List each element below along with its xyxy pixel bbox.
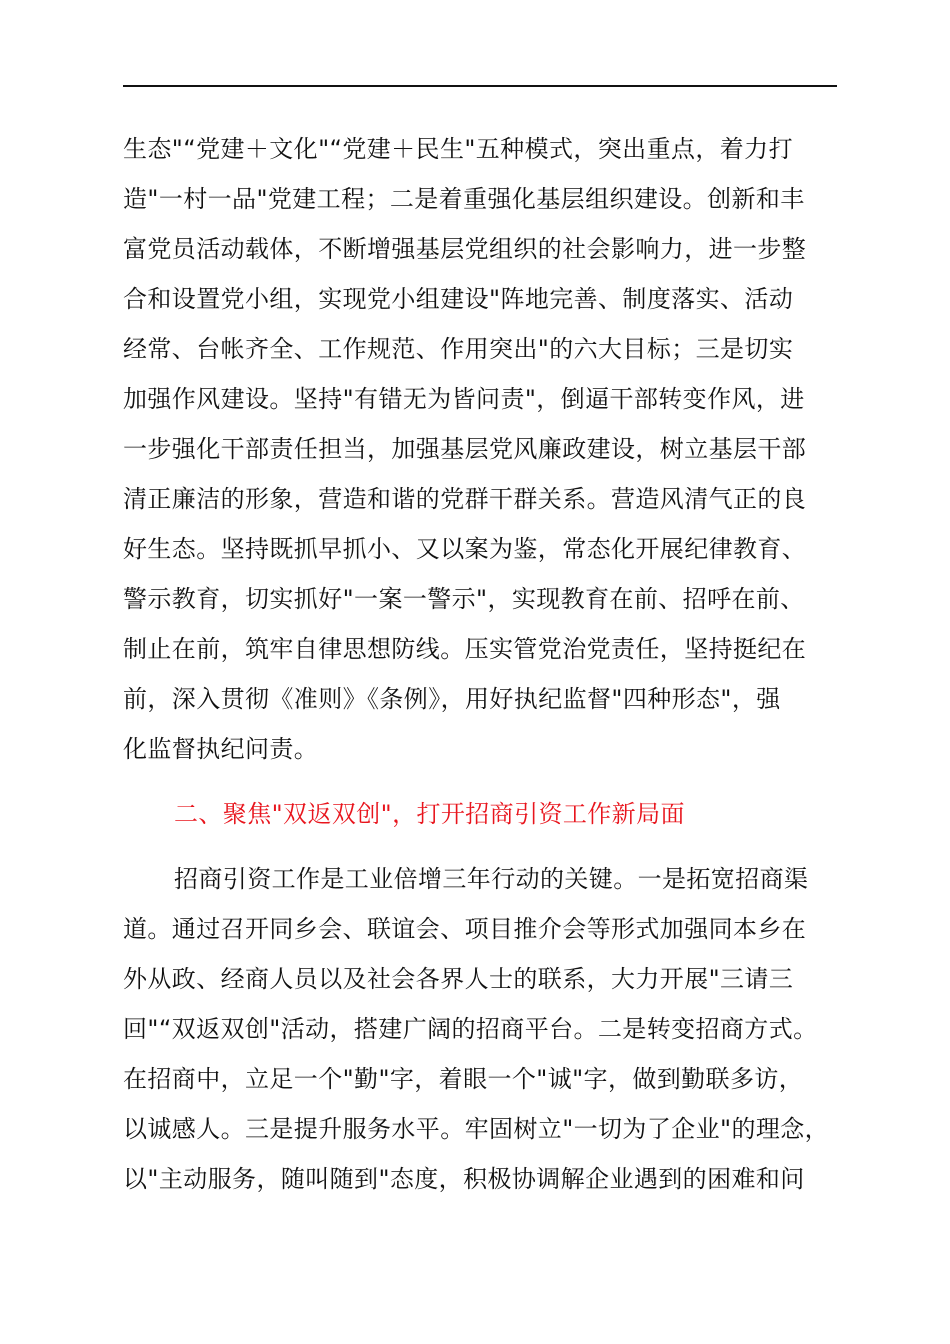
text-line: 道。通过召开同乡会、联谊会、项目推介会等形式加强同本乡在	[123, 915, 807, 943]
paragraph-2	[123, 854, 863, 1204]
text-line: 造"一村一品"党建工程；二是着重强化基层组织建设。创新和丰	[123, 185, 805, 213]
text-line: 招商引资工作是工业倍增三年行动的关键。一是拓宽招商渠	[174, 865, 809, 893]
text-line: 合和设置党小组，实现党小组建设"阵地完善、制度落实、活动	[123, 285, 794, 313]
text-line: 警示教育，切实抓好"一案一警示"，实现教育在前、招呼在前、	[123, 585, 805, 613]
text-line: 前，深入贯彻《准则》《条例》，用好执纪监督"四种形态"，强	[123, 685, 781, 713]
text-line: 以"主动服务，随叫随到"态度，积极协调解企业遇到的困难和问	[123, 1165, 805, 1193]
text-line: 制止在前，筑牢自律思想防线。压实管党治党责任，坚持挺纪在	[123, 635, 807, 663]
text-line: 在招商中，立足一个"勤"字，着眼一个"诚"字，做到勤联多访，	[123, 1065, 804, 1093]
header-rule	[123, 85, 837, 87]
text-line: 好生态。坚持既抓早抓小、又以案为鉴，常态化开展纪律教育、	[123, 535, 807, 563]
paragraph-1	[123, 124, 863, 774]
text-line: 化监督执纪问责。	[123, 735, 319, 763]
text-line: 回"“双返双创"活动，搭建广阔的招商平台。二是转变招商方式。	[123, 1015, 818, 1043]
text-line: 加强作风建设。坚持"有错无为皆问责"，倒逼干部转变作风，进	[123, 385, 805, 413]
text-line: 清正廉洁的形象，营造和谐的党群干群关系。营造风清气正的良	[123, 485, 807, 513]
text-line: 以诚感人。三是提升服务水平。牢固树立"一切为了企业"的理念，	[123, 1115, 830, 1143]
section-heading: 二、聚焦"双返双创"，打开招商引资工作新局面	[174, 800, 685, 828]
text-line: 一步强化干部责任担当，加强基层党风廉政建设，树立基层干部	[123, 435, 807, 463]
text-line: 外从政、经商人员以及社会各界人士的联系，大力开展"三请三	[123, 965, 794, 993]
text-line: 富党员活动载体，不断增强基层党组织的社会影响力，进一步整	[123, 235, 807, 263]
document-body	[123, 124, 863, 1204]
text-line: 经常、台帐齐全、工作规范、作用突出"的六大目标；三是切实	[123, 335, 794, 363]
text-line: 生态"“党建＋文化"“党建＋民生"五种模式，突出重点，着力打	[123, 135, 793, 163]
